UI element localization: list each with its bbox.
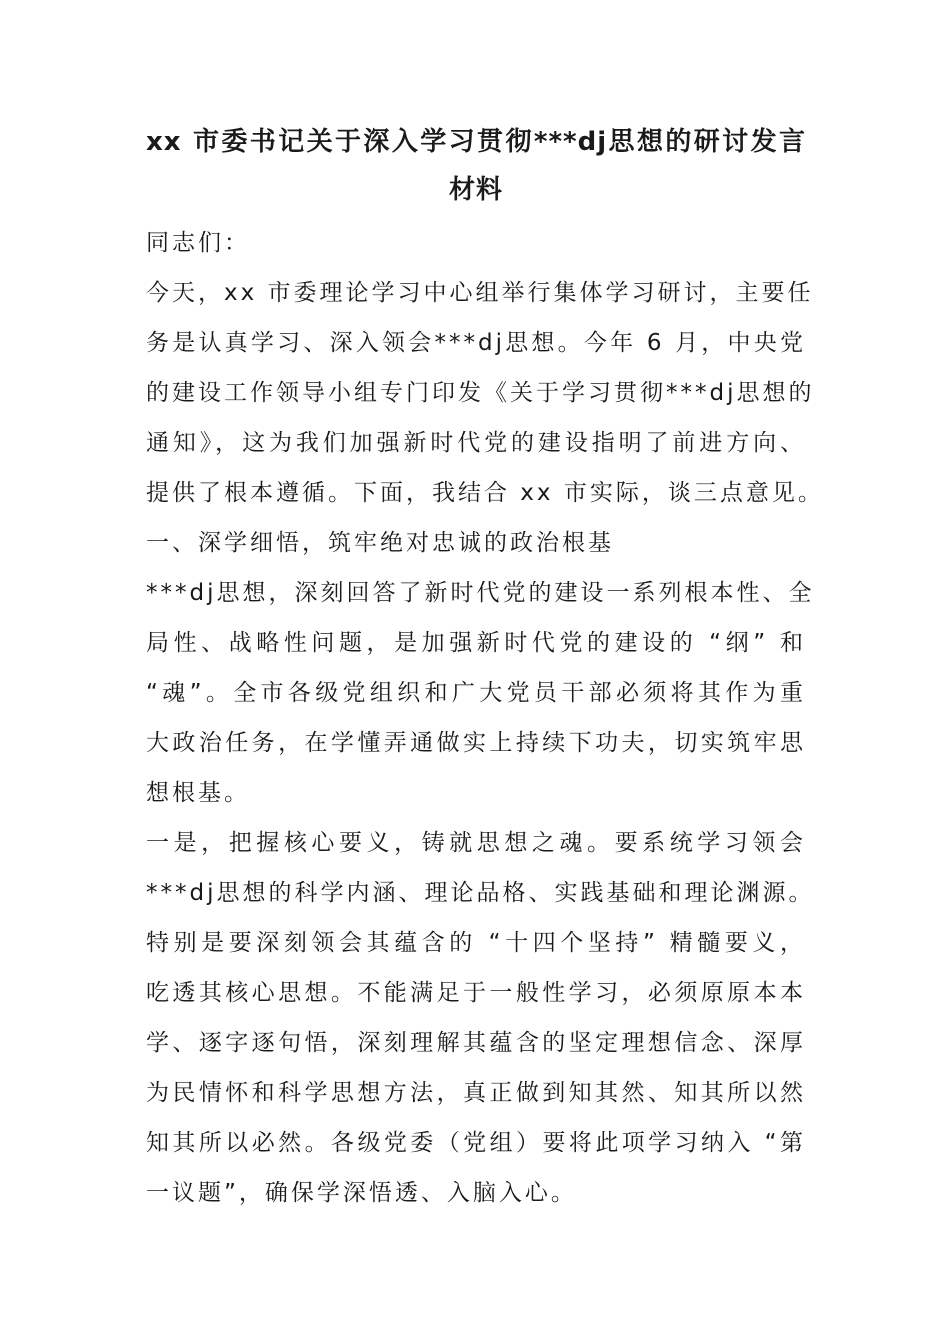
paragraph-line: ***dj思想的科学内涵、理论品格、实践基础和理论渊源。 [146, 880, 815, 906]
section-heading-text: 一、深学细悟，筑牢绝对忠诚的政治根基 [146, 530, 614, 556]
paragraph-line: 学、逐字逐句悟，深刻理解其蕴含的坚定理想信念、深厚 [146, 1030, 806, 1056]
paragraph-line: 局性、战略性问题，是加强新时代党的建设的 “纲” 和 [146, 630, 806, 656]
paragraph-line: 通知》，这为我们加强新时代党的建设指明了前进方向、 [146, 430, 806, 456]
paragraph-line: 务是认真学习、深入领会***dj思想。今年 6 月，中央党 [146, 330, 806, 356]
paragraph-line: 今天，xx 市委理论学习中心组举行集体学习研讨，主要任 [146, 280, 814, 306]
paragraph-section-1 [146, 568, 815, 818]
paragraph-line: 一是，把握核心要义，铸就思想之魂。要系统学习领会 [146, 830, 806, 856]
paragraph-line: ***dj思想，深刻回答了新时代党的建设一系列根本性、全 [146, 580, 815, 606]
paragraph-line: 特别是要深刻领会其蕴含的 “十四个坚持” 精髓要义， [146, 930, 806, 956]
paragraph-line: “魂”。全市各级党组织和广大党员干部必须将其作为重 [146, 680, 806, 706]
salutation-text: 同志们： [146, 230, 250, 256]
title-line-2: 材料 [448, 175, 503, 205]
paragraph-line: 为民情怀和科学思想方法，真正做到知其然、知其所以然 [146, 1080, 806, 1106]
paragraph-line: 提供了根本遵循。下面，我结合 xx 市实际，谈三点意见。 [146, 480, 824, 506]
paragraph-line: 大政治任务，在学懂弄通做实上持续下功夫，切实筑牢思 [146, 730, 806, 756]
salutation [146, 218, 806, 268]
document-page [146, 118, 824, 1218]
paragraph-point-1 [146, 818, 815, 1218]
paragraph-line: 知其所以必然。各级党委（党组）要将此项学习纳入 “第 [146, 1130, 806, 1156]
paragraph-line: 的建设工作领导小组专门印发《关于学习贯彻***dj思想的 [146, 380, 815, 406]
section-heading-1 [146, 518, 806, 568]
document-title [146, 118, 806, 214]
paragraph-line: 吃透其核心思想。不能满足于一般性学习，必须原原本本 [146, 980, 806, 1006]
paragraph-line: 想根基。 [146, 780, 250, 806]
paragraph-line: 一议题”，确保学深悟透、入脑入心。 [146, 1180, 577, 1206]
paragraph-intro [146, 268, 824, 518]
title-line-1: xx 市委书记关于深入学习贯彻***dj思想的研讨发言 [146, 127, 806, 157]
